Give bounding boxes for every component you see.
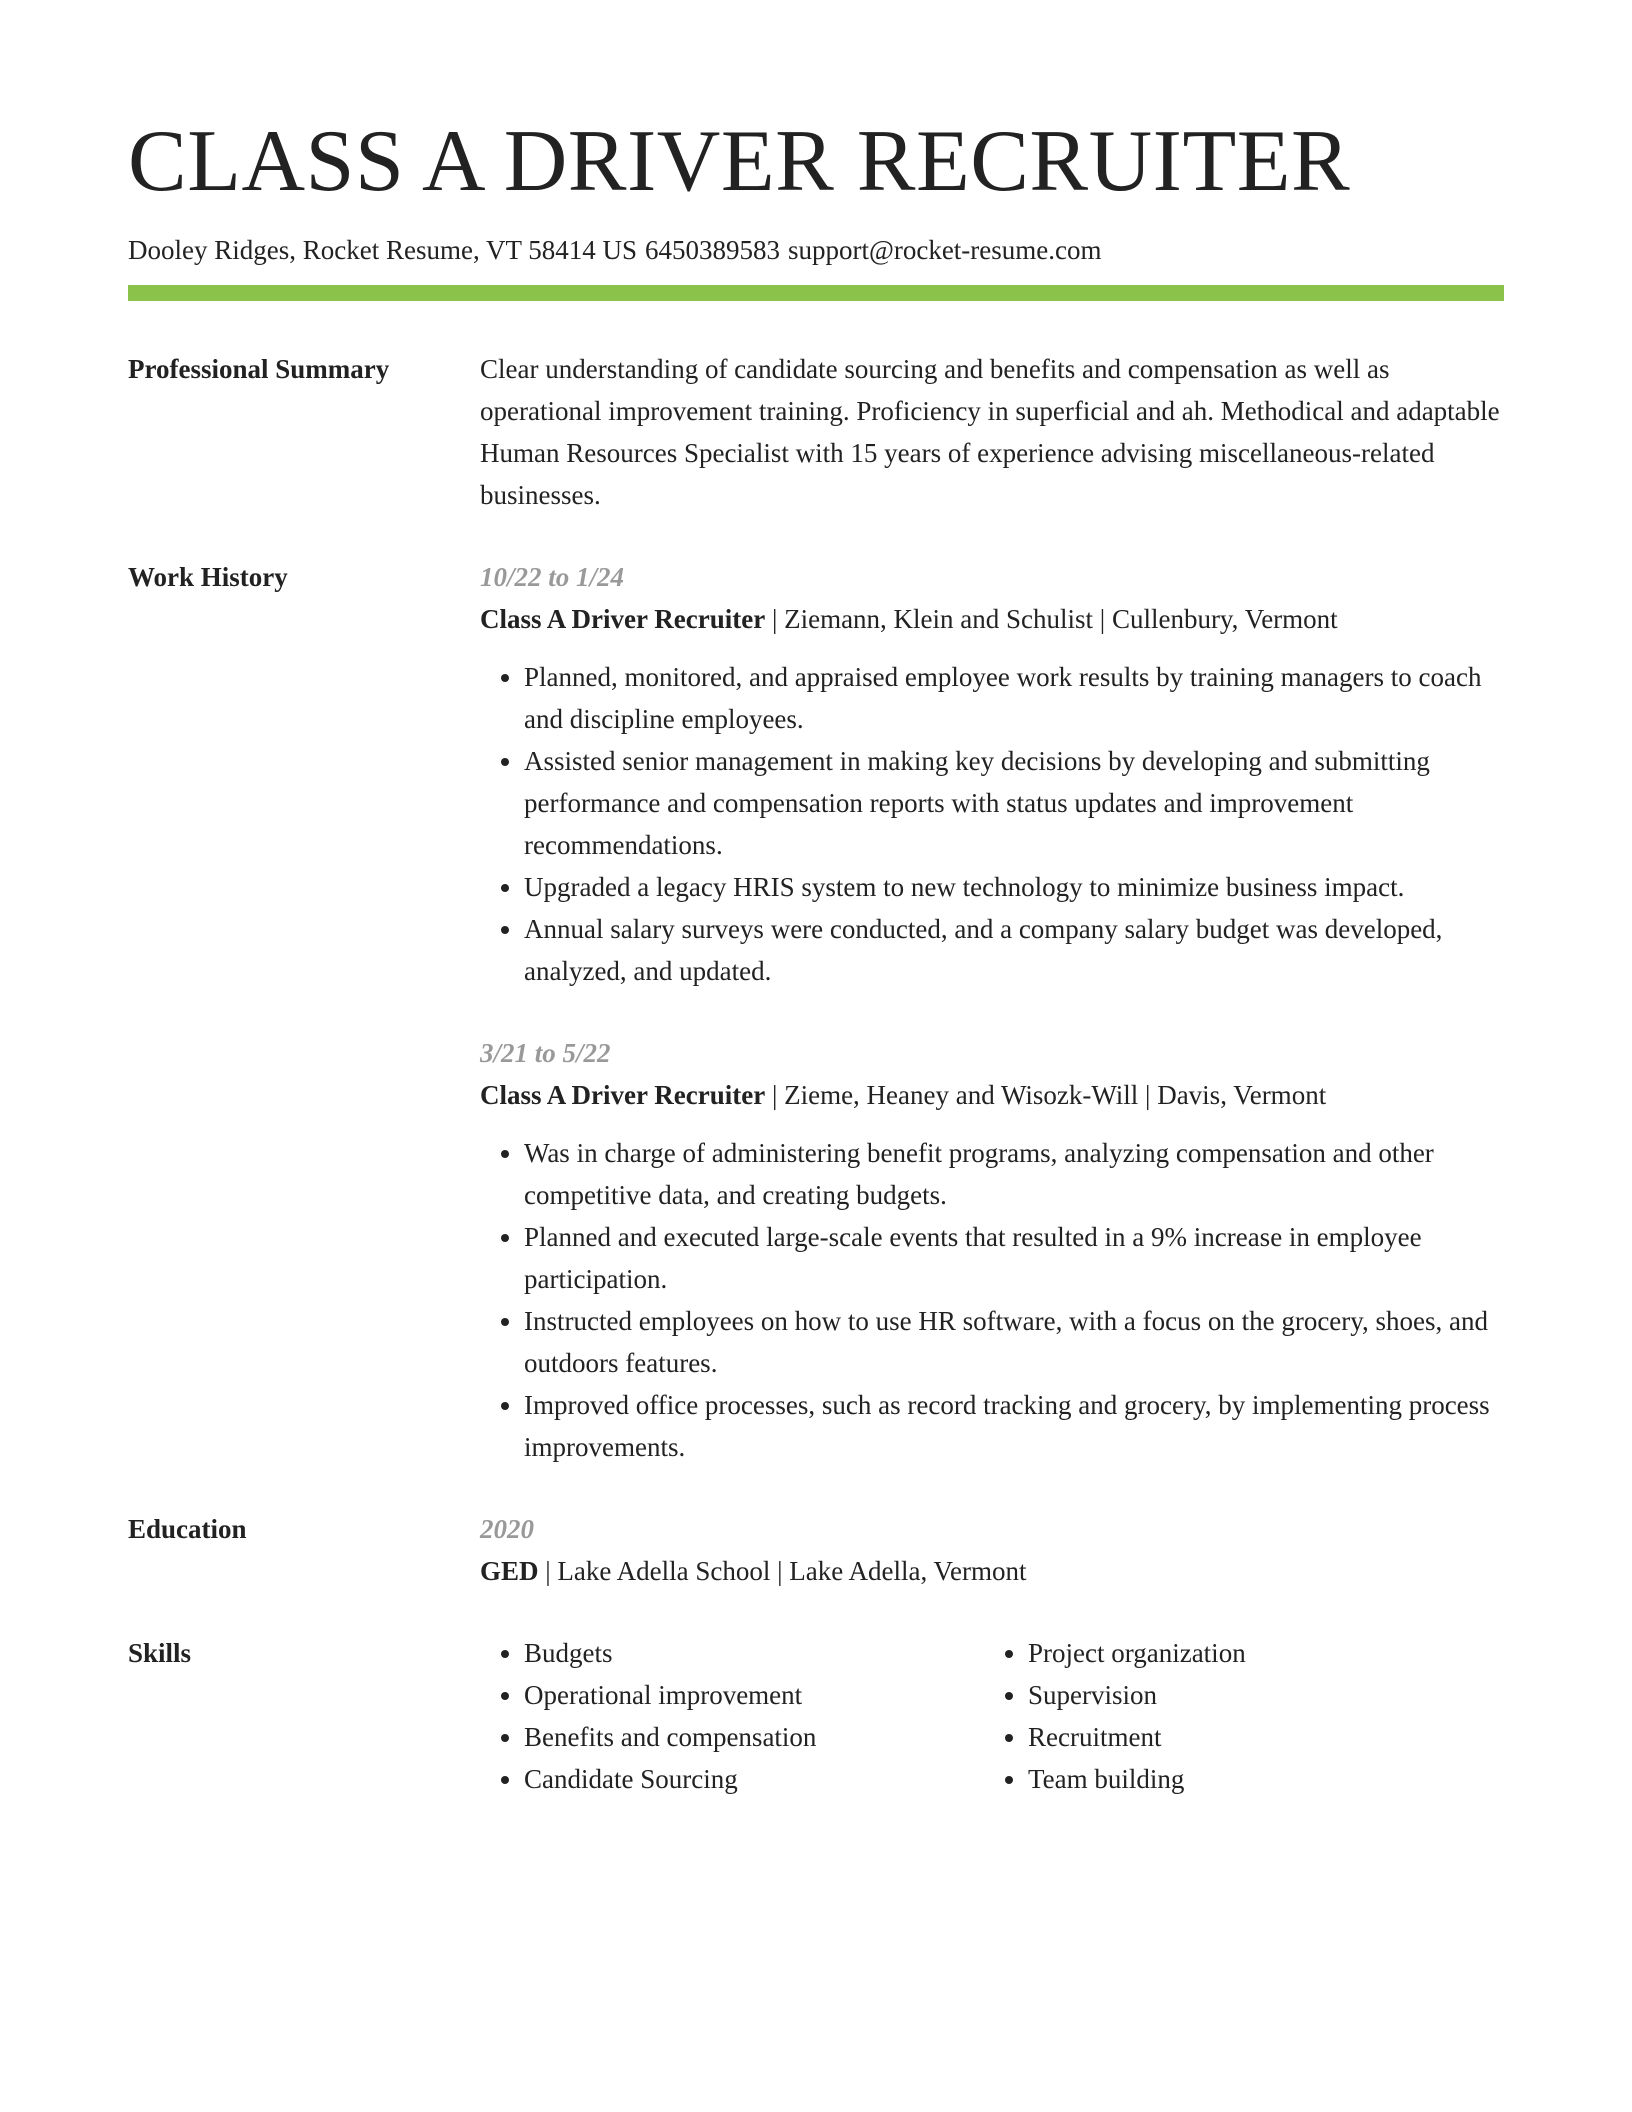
section-label-skills: Skills (128, 1638, 192, 1668)
job-bullet: • Was in charge of administering benefit programs, analyzing compensation and other competitive data, and creating budgets. (524, 1132, 1504, 1216)
job-bullet: • Assisted senior management in making key decisions by developing and submitting performance and compensation reports with status updates and improvement recommendations. (524, 740, 1504, 866)
job-bullet: • Planned and executed large-scale events that resulted in a 9% increase in employee participation. (524, 1216, 1504, 1300)
skill-item: • Project organization (1028, 1632, 1488, 1674)
skill-item: • Benefits and compensation (524, 1716, 984, 1758)
job-title: Class A Driver Recruiter (480, 1080, 766, 1110)
education-year: 2020 (480, 1514, 534, 1544)
section-skills (128, 1632, 1504, 1800)
skills-list-right (984, 1632, 1488, 1800)
job-title-line (480, 1074, 1504, 1116)
work-body (480, 556, 1504, 1508)
job-title: Class A Driver Recruiter (480, 604, 766, 634)
education-details: | Lake Adella School | Lake Adella, Vermont (538, 1556, 1027, 1586)
resume-sections (128, 348, 1504, 1800)
job-bullets (480, 656, 1504, 992)
job-bullets (480, 1132, 1504, 1468)
job-bullet: • Instructed employees on how to use HR software, with a focus on the grocery, shoes, and outdoors features. (524, 1300, 1504, 1384)
skill-item: • Team building (1028, 1758, 1488, 1800)
section-professional-summary (128, 348, 1504, 516)
job-entry (480, 1032, 1504, 1468)
job-bullet: • Planned, monitored, and appraised employee work results by training managers to coach and discipline employees. (524, 656, 1504, 740)
education-degree: GED (480, 1556, 539, 1586)
job-bullet: • Annual salary surveys were conducted, and a company salary budget was developed, analyzed, and updated. (524, 908, 1504, 992)
section-label-summary: Professional Summary (128, 354, 390, 384)
job-bullet: • Improved office processes, such as record tracking and grocery, by implementing process improvements. (524, 1384, 1504, 1468)
section-label-education: Education (128, 1514, 247, 1544)
accent-divider (128, 285, 1504, 301)
skill-item: • Supervision (1028, 1674, 1488, 1716)
contact-phone: 6450389583 (644, 235, 780, 265)
education-line (480, 1550, 1504, 1592)
skills-list-left (480, 1632, 984, 1800)
candidate-name: CLASS A DRIVER RECRUITER (128, 113, 1351, 210)
education-body (480, 1508, 1504, 1592)
job-details: | Zieme, Heaney and Wisozk-Will | Davis, Vermont (765, 1080, 1327, 1110)
skill-item: • Operational improvement (524, 1674, 984, 1716)
job-entry (480, 556, 1504, 992)
job-bullet: • Upgraded a legacy HRIS system to new technology to minimize business impact. (524, 866, 1504, 908)
contact-address: Dooley Ridges, Rocket Resume, VT 58414 US (128, 235, 637, 265)
summary-text: Clear understanding of candidate sourcing and benefits and compensation as well as operational improvement training. Proficiency in superficial and ah. Methodical and adaptable Human Resources Specialist with 15 years of experience advising miscellaneous-related businesses. (480, 354, 1500, 510)
skills-body (480, 1632, 1504, 1800)
contact-email: support@rocket-resume.com (787, 235, 1102, 265)
summary-body (480, 348, 1504, 516)
section-label-work: Work History (128, 562, 288, 592)
job-dates: 3/21 to 5/22 (480, 1038, 611, 1068)
job-title-line (480, 598, 1504, 640)
job-details: | Ziemann, Klein and Schulist | Cullenbury, Vermont (765, 604, 1338, 634)
skill-item: • Budgets (524, 1632, 984, 1674)
job-dates: 10/22 to 1/24 (480, 562, 625, 592)
section-education (128, 1508, 1504, 1592)
contact-line (128, 232, 1110, 268)
skill-item: • Candidate Sourcing (524, 1758, 984, 1800)
skill-item: • Recruitment (1028, 1716, 1488, 1758)
section-work-history (128, 556, 1504, 1508)
